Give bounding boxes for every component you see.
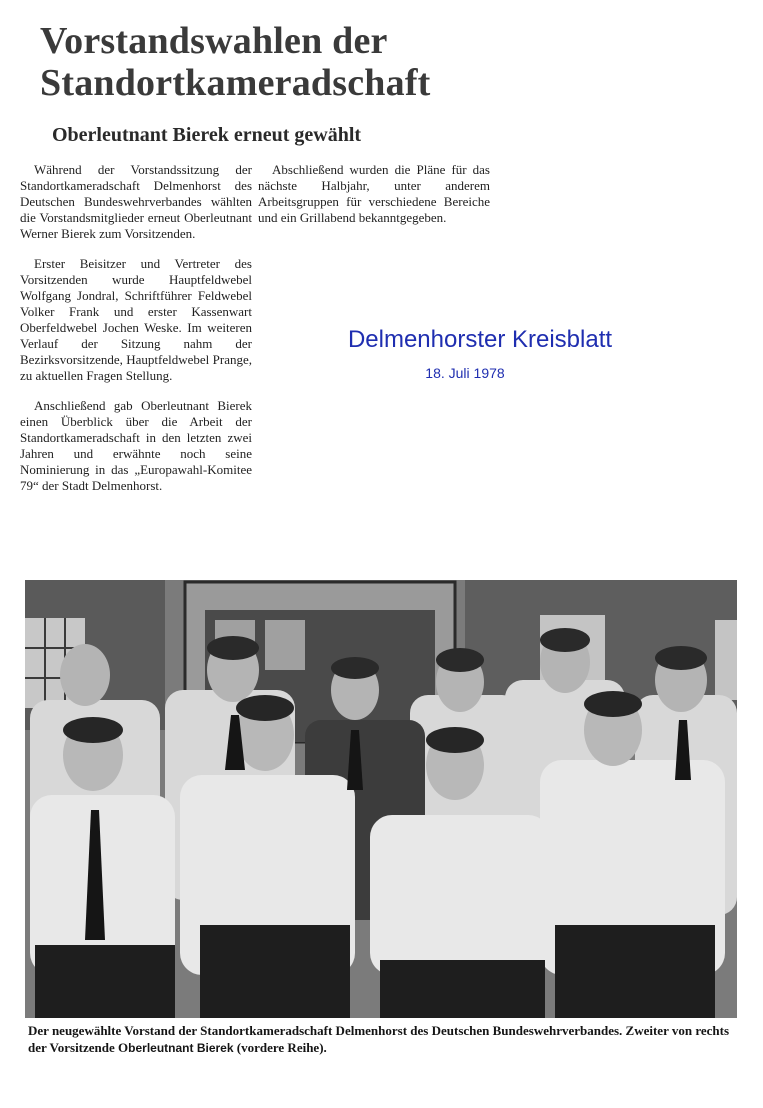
paragraph: Während der Vorstandssitzung der Standortkameradschaft Delmenhorst des Deutschen Bundeswehrverbandes wählten die Vorstandsmitglieder erneut Oberleutnant Werner Bierek zum Vorsitzenden. (20, 162, 252, 241)
group-photo (25, 580, 737, 1018)
photo-caption (28, 1022, 743, 1057)
subheadline: Oberleutnant Bierek erneut gewählt (52, 124, 362, 146)
caption-inserted-text: berleutnant Bierek (128, 1041, 234, 1055)
caption-text: Der neugewählte Vorstand der Standortkameradschaft Delmenhorst des Deutschen Bundeswehrverbandes. Zweiter von rechts der Vorsitzende O (28, 1023, 730, 1055)
article-column-right (258, 162, 490, 240)
headline-line-2: Standortkameradschaft (40, 62, 431, 104)
headline-line-1: Vorstandswahlen der (40, 20, 388, 62)
publication-date: 18. Juli 1978 (425, 365, 505, 381)
paragraph: Erster Beisitzer und Vertreter des Vorsitzenden wurde Hauptfeldwebel Wolfgang Jondral, Schriftführer Feldwebel Volker Frank und erster Kassenwart Oberfeldwebel Jochen Weske. Im weiteren Verlauf der Sitzung nahm der Bezirksvorsitzende, Hauptfeldwebel Prange, zu aktuellen Fragen Stellung. (20, 256, 252, 383)
publication-name: Delmenhorster Kreisblatt (347, 326, 613, 353)
paragraph: Abschließend wurden die Pläne für das nächste Halbjahr, unter anderem Arbeitsgruppen für verschiedene Bereiche und ein Grillabend bekanntgegeben. (258, 162, 490, 225)
article-column-left (20, 162, 252, 508)
caption-text-end: (vordere Reihe). (236, 1040, 327, 1055)
paragraph: Anschließend gab Oberleutnant Bierek einen Überblick über die Arbeit der Standortkameradschaft in den letzten zwei Jahren und erwähnte noch seine Nominierung in das „Europawahl-Komitee 79“ der Stadt Delmenhorst. (20, 398, 252, 493)
headline (40, 20, 500, 104)
group-photo-illustration (25, 580, 737, 1018)
